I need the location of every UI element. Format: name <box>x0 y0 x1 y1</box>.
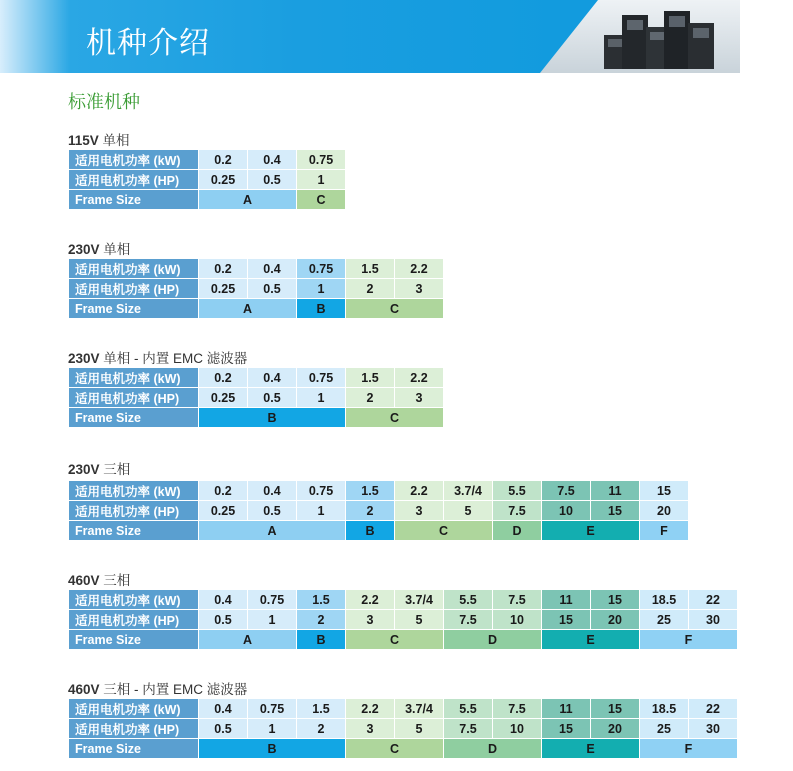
kw-value-cell: 0.4 <box>248 259 296 278</box>
frame-size-cell: D <box>493 521 541 540</box>
row-header-kw: 适用电机功率 (kW) <box>69 368 198 387</box>
hp-value-cell: 0.25 <box>199 501 247 520</box>
hp-value-cell: 7.5 <box>444 719 492 738</box>
hp-value-cell: 5 <box>395 610 443 629</box>
table-title-voltage: 460V <box>68 573 100 588</box>
row-header-kw: 适用电机功率 (kW) <box>69 259 198 278</box>
kw-value-cell: 0.4 <box>248 368 296 387</box>
table-row-kw <box>69 150 345 169</box>
kw-value-cell: 7.5 <box>542 481 590 500</box>
frame-size-cell: E <box>542 739 639 758</box>
kw-value-cell: 18.5 <box>640 590 688 609</box>
row-header-hp: 适用电机功率 (HP) <box>69 719 198 738</box>
hp-value-cell: 3 <box>395 501 443 520</box>
hp-value-cell: 1 <box>297 501 345 520</box>
frame-size-cell: A <box>199 630 296 649</box>
frame-size-cell: C <box>346 630 443 649</box>
row-header-frame-size: Frame Size <box>69 739 198 758</box>
row-header-frame-size: Frame Size <box>69 408 198 427</box>
table-row-kw <box>69 481 688 500</box>
frame-size-cell: A <box>199 299 296 318</box>
frame-size-cell: D <box>444 630 541 649</box>
row-header-frame-size: Frame Size <box>69 299 198 318</box>
kw-value-cell: 11 <box>542 590 590 609</box>
table-title-phase: 三相 - 内置 EMC 滤波器 <box>99 682 248 697</box>
hp-value-cell: 25 <box>640 610 688 629</box>
row-header-frame-size: Frame Size <box>69 521 198 540</box>
kw-value-cell: 15 <box>591 699 639 718</box>
hp-value-cell: 0.5 <box>199 610 247 629</box>
frame-size-cell: C <box>346 739 443 758</box>
spec-table <box>68 589 738 650</box>
row-header-frame-size: Frame Size <box>69 190 198 209</box>
kw-value-cell: 15 <box>640 481 688 500</box>
hp-value-cell: 2 <box>297 610 345 629</box>
table-row-frame-size <box>69 299 443 318</box>
hp-value-cell: 25 <box>640 719 688 738</box>
frame-size-cell: B <box>297 630 345 649</box>
inverter-devices-image <box>600 7 720 71</box>
kw-value-cell: 0.4 <box>199 590 247 609</box>
spec-table <box>68 698 738 759</box>
kw-value-cell: 1.5 <box>346 259 394 278</box>
kw-value-cell: 5.5 <box>493 481 541 500</box>
table-title <box>68 129 130 149</box>
frame-size-cell: B <box>199 739 345 758</box>
hp-value-cell: 3 <box>346 610 394 629</box>
row-header-kw: 适用电机功率 (kW) <box>69 481 198 500</box>
hp-value-cell: 0.25 <box>199 279 247 298</box>
table-title <box>68 569 130 589</box>
hp-value-cell: 2 <box>297 719 345 738</box>
frame-size-cell: C <box>346 408 443 427</box>
table-title <box>68 347 247 367</box>
hp-value-cell: 1 <box>248 610 296 629</box>
kw-value-cell: 2.2 <box>395 481 443 500</box>
hp-value-cell: 7.5 <box>493 501 541 520</box>
kw-value-cell: 7.5 <box>493 699 541 718</box>
frame-size-cell: D <box>444 739 541 758</box>
table-title-voltage: 460V <box>68 682 100 697</box>
table-title-voltage: 230V <box>68 462 100 477</box>
hp-value-cell: 3 <box>395 388 443 407</box>
table-title-phase: 单相 <box>99 242 131 257</box>
kw-value-cell: 2.2 <box>346 590 394 609</box>
table-row-hp <box>69 170 345 189</box>
row-header-kw: 适用电机功率 (kW) <box>69 590 198 609</box>
hp-value-cell: 10 <box>542 501 590 520</box>
table-row-hp <box>69 388 443 407</box>
kw-value-cell: 2.2 <box>395 368 443 387</box>
row-header-hp: 适用电机功率 (HP) <box>69 279 198 298</box>
kw-value-cell: 0.2 <box>199 150 247 169</box>
hp-value-cell: 1 <box>297 388 345 407</box>
table-row-kw <box>69 699 737 718</box>
hp-value-cell: 2 <box>346 279 394 298</box>
hp-value-cell: 2 <box>346 388 394 407</box>
kw-value-cell: 0.4 <box>199 699 247 718</box>
frame-size-cell: F <box>640 630 737 649</box>
hp-value-cell: 20 <box>591 610 639 629</box>
row-header-kw: 适用电机功率 (kW) <box>69 150 198 169</box>
hp-value-cell: 0.5 <box>248 170 296 189</box>
section-title: 标准机种 <box>68 92 140 113</box>
hp-value-cell: 15 <box>542 610 590 629</box>
table-title-voltage: 115V <box>68 133 99 148</box>
table-title-phase: 三相 <box>99 573 131 588</box>
table-row-kw <box>69 368 443 387</box>
kw-value-cell: 5.5 <box>444 699 492 718</box>
kw-value-cell: 18.5 <box>640 699 688 718</box>
kw-value-cell: 22 <box>689 590 737 609</box>
frame-size-cell: B <box>346 521 394 540</box>
kw-value-cell: 3.7/4 <box>444 481 492 500</box>
frame-size-cell: F <box>640 739 737 758</box>
kw-value-cell: 0.4 <box>248 481 296 500</box>
row-header-hp: 适用电机功率 (HP) <box>69 610 198 629</box>
kw-value-cell: 2.2 <box>346 699 394 718</box>
table-row-kw <box>69 590 737 609</box>
frame-size-cell: A <box>199 521 345 540</box>
table-title-phase: 三相 <box>99 462 131 477</box>
hp-value-cell: 0.5 <box>248 501 296 520</box>
kw-value-cell: 0.75 <box>297 481 345 500</box>
hp-value-cell: 7.5 <box>444 610 492 629</box>
kw-value-cell: 1.5 <box>346 368 394 387</box>
hp-value-cell: 0.5 <box>199 719 247 738</box>
kw-value-cell: 0.2 <box>199 481 247 500</box>
spec-table <box>68 480 689 541</box>
kw-value-cell: 7.5 <box>493 590 541 609</box>
row-header-hp: 适用电机功率 (HP) <box>69 501 198 520</box>
table-row-hp <box>69 719 737 738</box>
hp-value-cell: 3 <box>346 719 394 738</box>
kw-value-cell: 0.2 <box>199 368 247 387</box>
table-title-phase: 单相 - 内置 EMC 滤波器 <box>99 351 248 366</box>
hp-value-cell: 0.25 <box>199 388 247 407</box>
frame-size-cell: B <box>297 299 345 318</box>
table-title-voltage: 230V <box>68 351 100 366</box>
row-header-frame-size: Frame Size <box>69 630 198 649</box>
hp-value-cell: 5 <box>395 719 443 738</box>
hp-value-cell: 1 <box>297 170 345 189</box>
row-header-hp: 适用电机功率 (HP) <box>69 170 198 189</box>
kw-value-cell: 15 <box>591 590 639 609</box>
table-row-hp <box>69 279 443 298</box>
frame-size-cell: C <box>297 190 345 209</box>
table-title-voltage: 230V <box>68 242 100 257</box>
kw-value-cell: 0.75 <box>297 259 345 278</box>
kw-value-cell: 0.4 <box>248 150 296 169</box>
frame-size-cell: E <box>542 630 639 649</box>
hp-value-cell: 30 <box>689 719 737 738</box>
row-header-kw: 适用电机功率 (kW) <box>69 699 198 718</box>
table-row-hp <box>69 610 737 629</box>
hp-value-cell: 1 <box>248 719 296 738</box>
frame-size-cell: C <box>395 521 492 540</box>
table-title-phase: 单相 <box>98 133 130 148</box>
table-title <box>68 458 130 478</box>
hp-value-cell: 3 <box>395 279 443 298</box>
hp-value-cell: 5 <box>444 501 492 520</box>
table-row-kw <box>69 259 443 278</box>
kw-value-cell: 11 <box>542 699 590 718</box>
spec-table <box>68 258 444 319</box>
hp-value-cell: 0.25 <box>199 170 247 189</box>
kw-value-cell: 5.5 <box>444 590 492 609</box>
hp-value-cell: 2 <box>346 501 394 520</box>
kw-value-cell: 0.75 <box>297 368 345 387</box>
spec-table <box>68 149 346 210</box>
hp-value-cell: 1 <box>297 279 345 298</box>
kw-value-cell: 0.75 <box>297 150 345 169</box>
frame-size-cell: B <box>199 408 345 427</box>
table-row-frame-size <box>69 630 737 649</box>
kw-value-cell: 11 <box>591 481 639 500</box>
kw-value-cell: 1.5 <box>297 590 345 609</box>
hp-value-cell: 0.5 <box>248 279 296 298</box>
kw-value-cell: 0.2 <box>199 259 247 278</box>
hp-value-cell: 10 <box>493 610 541 629</box>
frame-size-cell: F <box>640 521 688 540</box>
hp-value-cell: 20 <box>591 719 639 738</box>
hp-value-cell: 20 <box>640 501 688 520</box>
table-row-frame-size <box>69 521 688 540</box>
hp-value-cell: 15 <box>591 501 639 520</box>
frame-size-cell: C <box>346 299 443 318</box>
table-row-frame-size <box>69 408 443 427</box>
hp-value-cell: 30 <box>689 610 737 629</box>
kw-value-cell: 3.7/4 <box>395 590 443 609</box>
table-row-hp <box>69 501 688 520</box>
kw-value-cell: 0.75 <box>248 699 296 718</box>
hp-value-cell: 15 <box>542 719 590 738</box>
page-title: 机种介绍 <box>86 26 210 61</box>
frame-size-cell: E <box>542 521 639 540</box>
kw-value-cell: 0.75 <box>248 590 296 609</box>
kw-value-cell: 1.5 <box>346 481 394 500</box>
table-row-frame-size <box>69 739 737 758</box>
hp-value-cell: 10 <box>493 719 541 738</box>
kw-value-cell: 2.2 <box>395 259 443 278</box>
kw-value-cell: 3.7/4 <box>395 699 443 718</box>
kw-value-cell: 22 <box>689 699 737 718</box>
table-row-frame-size <box>69 190 345 209</box>
table-title <box>68 238 130 258</box>
hp-value-cell: 0.5 <box>248 388 296 407</box>
frame-size-cell: A <box>199 190 296 209</box>
kw-value-cell: 1.5 <box>297 699 345 718</box>
row-header-hp: 适用电机功率 (HP) <box>69 388 198 407</box>
spec-table <box>68 367 444 428</box>
table-title <box>68 678 247 698</box>
